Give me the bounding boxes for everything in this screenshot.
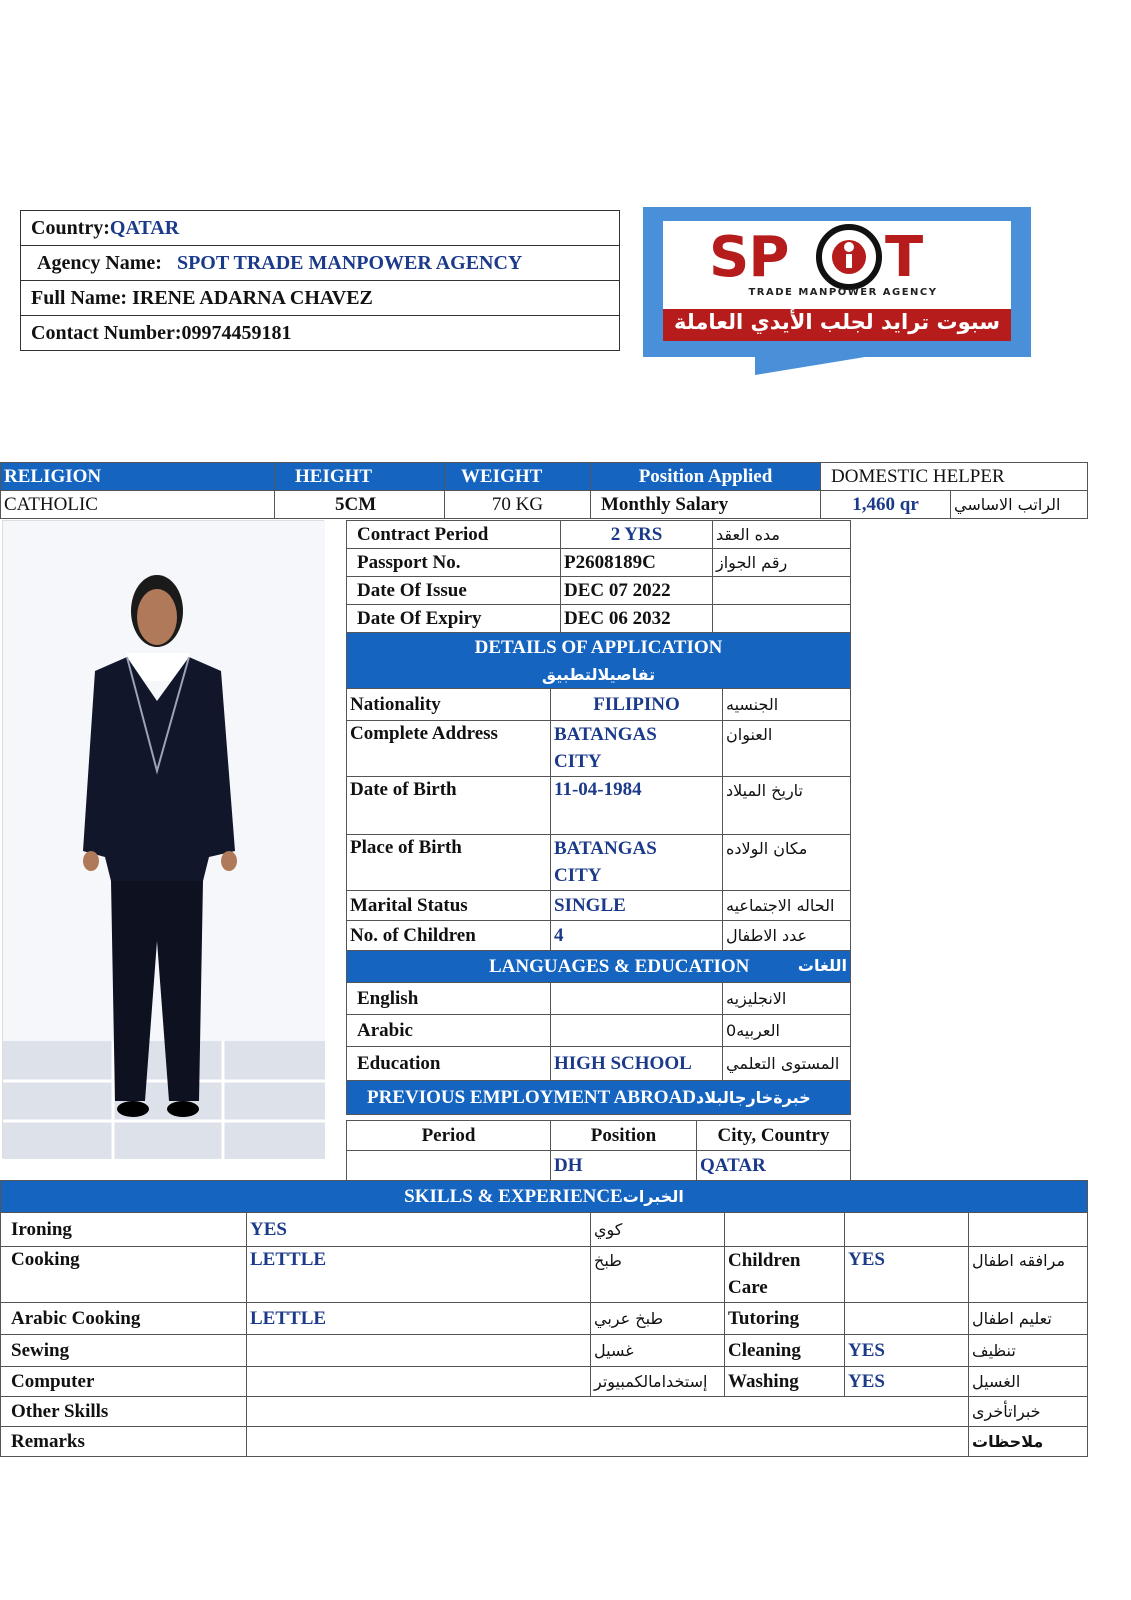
header-info-box bbox=[20, 210, 620, 351]
employment-title-arabic: خبرةخارجالبلاد bbox=[696, 1087, 811, 1107]
full-name: Full Name: IRENE ADARNA CHAVEZ bbox=[31, 286, 373, 309]
contract-row bbox=[347, 577, 851, 605]
height-value: 5CM bbox=[275, 491, 445, 519]
skill-row bbox=[1, 1303, 1088, 1335]
skill2-value: YES bbox=[845, 1367, 969, 1397]
agency-logo bbox=[643, 207, 1031, 379]
employment-row bbox=[347, 1151, 851, 1181]
dob-arabic: تاريخ الميلاد bbox=[723, 777, 851, 835]
issue-date-arabic bbox=[713, 577, 851, 605]
details-row bbox=[347, 921, 851, 951]
skill2-value: YES bbox=[845, 1335, 969, 1367]
expiry-date-label: Date Of Expiry bbox=[347, 605, 561, 633]
address-value bbox=[551, 721, 723, 777]
contact-number: Contact Number:09974459181 bbox=[31, 321, 292, 344]
address-line-1: BATANGAS bbox=[554, 724, 657, 745]
skill-arabic: كوي bbox=[591, 1213, 725, 1247]
skill2-arabic: تنظيف bbox=[969, 1335, 1088, 1367]
details-row bbox=[347, 721, 851, 777]
skill-label: Cooking bbox=[1, 1247, 247, 1303]
skill2-label: Cleaning bbox=[725, 1335, 845, 1367]
children-label: No. of Children bbox=[347, 921, 551, 951]
passport-arabic: رقم الجواز bbox=[713, 549, 851, 577]
languages-title: LANGUAGES & EDUCATION bbox=[489, 955, 750, 977]
employment-country-value: QATAR bbox=[697, 1151, 851, 1181]
weight-value: 70 KG bbox=[445, 491, 591, 519]
arabic-arabic: العربيه0 bbox=[723, 1015, 851, 1047]
employment-title-cell bbox=[347, 1081, 851, 1115]
skill-arabic: طبخ عربي bbox=[591, 1303, 725, 1335]
address-arabic: العنوان bbox=[723, 721, 851, 777]
skill2-arabic: مرافقه اطفال bbox=[969, 1247, 1088, 1303]
skill-row bbox=[1, 1213, 1088, 1247]
religion-value: CATHOLIC bbox=[1, 491, 275, 519]
education-label: Education bbox=[347, 1047, 551, 1081]
employment-period-value bbox=[347, 1151, 551, 1181]
details-row bbox=[347, 689, 851, 721]
contract-row bbox=[347, 549, 851, 577]
logo-brand-end: T bbox=[885, 225, 924, 290]
country-row bbox=[21, 211, 619, 246]
skill2-arabic: الغسيل bbox=[969, 1367, 1088, 1397]
position-header: Position Applied bbox=[591, 463, 821, 491]
employment-title: PREVIOUS EMPLOYMENT ABROAD bbox=[367, 1086, 697, 1108]
passport-value: P2608189C bbox=[561, 549, 713, 577]
arabic-label: Arabic bbox=[347, 1015, 551, 1047]
remarks-row bbox=[1, 1427, 1088, 1457]
contract-period-value: 2 YRS bbox=[561, 521, 713, 549]
languages-title-cell bbox=[347, 951, 851, 983]
other-skills-row bbox=[1, 1397, 1088, 1427]
other-skills-value bbox=[247, 1397, 969, 1427]
skill2-value: YES bbox=[845, 1247, 969, 1303]
skill-label: Computer bbox=[1, 1367, 247, 1397]
expiry-date-arabic bbox=[713, 605, 851, 633]
english-value bbox=[551, 983, 723, 1015]
skills-title-arabic: الخبرات bbox=[622, 1186, 684, 1206]
skill-row bbox=[1, 1335, 1088, 1367]
language-row bbox=[347, 1047, 851, 1081]
skill2-value bbox=[845, 1303, 969, 1335]
pob-value bbox=[551, 835, 723, 891]
skill2-arabic bbox=[969, 1213, 1088, 1247]
issue-date-label: Date Of Issue bbox=[347, 577, 561, 605]
logo-arabic: سبوت ترايد لجلب الأيدي العاملة bbox=[674, 310, 1000, 334]
skill-row bbox=[1, 1247, 1088, 1303]
details-row bbox=[347, 835, 851, 891]
education-arabic: المستوى التعلمي bbox=[723, 1047, 851, 1081]
fullname-row bbox=[21, 281, 619, 316]
address-label: Complete Address bbox=[347, 721, 551, 777]
position-value: DOMESTIC HELPER bbox=[821, 463, 1088, 491]
marital-label: Marital Status bbox=[347, 891, 551, 921]
agency-value: SPOT TRADE MANPOWER AGENCY bbox=[176, 251, 523, 274]
employment-period-header: Period bbox=[347, 1121, 551, 1151]
other-skills-label: Other Skills bbox=[1, 1397, 247, 1427]
agency-row bbox=[21, 246, 619, 281]
children-care-line-1: Children bbox=[728, 1250, 801, 1271]
skill2-label bbox=[725, 1213, 845, 1247]
address-line-2: CITY bbox=[554, 751, 602, 772]
contact-row bbox=[21, 316, 619, 350]
english-label: English bbox=[347, 983, 551, 1015]
skill-value bbox=[247, 1367, 591, 1397]
country-label: Country: bbox=[31, 216, 110, 239]
salary-arabic: الراتب الاساسي bbox=[951, 491, 1088, 519]
children-arabic: عدد الاطفال bbox=[723, 921, 851, 951]
marital-value: SINGLE bbox=[551, 891, 723, 921]
summary-table bbox=[0, 462, 1088, 519]
skill-label: Ironing bbox=[1, 1213, 247, 1247]
nationality-value: FILIPINO bbox=[551, 689, 723, 721]
skill2-label: Washing bbox=[725, 1367, 845, 1397]
employment-table bbox=[346, 1120, 851, 1181]
religion-header: RELIGION bbox=[1, 463, 275, 491]
employment-country-header: City, Country bbox=[697, 1121, 851, 1151]
arabic-value bbox=[551, 1015, 723, 1047]
skills-title: SKILLS & EXPERIENCE bbox=[404, 1185, 623, 1207]
salary-label: Monthly Salary bbox=[591, 491, 821, 519]
logo-brand: SP bbox=[709, 225, 789, 290]
other-skills-arabic: خبراتأخرى bbox=[969, 1397, 1088, 1427]
pob-line-2: CITY bbox=[554, 865, 602, 886]
remarks-arabic: ملاحظات bbox=[969, 1427, 1088, 1457]
agency-label: Agency Name: bbox=[37, 251, 162, 274]
skill-label: Arabic Cooking bbox=[1, 1303, 247, 1335]
details-row bbox=[347, 777, 851, 835]
expiry-date-value: DEC 06 2032 bbox=[561, 605, 713, 633]
contract-period-label: Contract Period bbox=[347, 521, 561, 549]
skill-arabic: طبخ bbox=[591, 1247, 725, 1303]
skill-label: Sewing bbox=[1, 1335, 247, 1367]
salary-value: 1,460 qr bbox=[821, 491, 951, 519]
remarks-value bbox=[247, 1427, 969, 1457]
skills-title-cell bbox=[1, 1181, 1088, 1213]
skill2-value bbox=[845, 1213, 969, 1247]
skill2-arabic: تعليم اطفال bbox=[969, 1303, 1088, 1335]
person-figure-icon bbox=[3, 521, 325, 1159]
employment-position-value: DH bbox=[551, 1151, 697, 1181]
country-value: QATAR bbox=[109, 216, 180, 239]
contract-row bbox=[347, 605, 851, 633]
dob-label: Date of Birth bbox=[347, 777, 551, 835]
details-title: DETAILS OF APPLICATION bbox=[474, 636, 723, 658]
details-title-cell bbox=[347, 633, 851, 689]
details-row bbox=[347, 891, 851, 921]
skill-arabic: غسيل bbox=[591, 1335, 725, 1367]
height-header: HEIGHT bbox=[275, 463, 445, 491]
nationality-arabic: الجنسيه bbox=[723, 689, 851, 721]
skill-value: LETTLE bbox=[247, 1247, 591, 1303]
pob-arabic: مكان الولاده bbox=[723, 835, 851, 891]
weight-header: WEIGHT bbox=[445, 463, 591, 491]
details-table bbox=[346, 632, 851, 1115]
children-value: 4 bbox=[551, 921, 723, 951]
english-arabic: الانجليزيه bbox=[723, 983, 851, 1015]
employment-position-header: Position bbox=[551, 1121, 697, 1151]
passport-label: Passport No. bbox=[347, 549, 561, 577]
details-title-arabic: تفاصيلالتطبيق bbox=[541, 664, 656, 684]
pob-line-1: BATANGAS bbox=[554, 838, 657, 859]
skill-row bbox=[1, 1367, 1088, 1397]
issue-date-value: DEC 07 2022 bbox=[561, 577, 713, 605]
skill-value: YES bbox=[247, 1213, 591, 1247]
children-care-line-2: Care bbox=[728, 1277, 768, 1298]
language-row bbox=[347, 1015, 851, 1047]
contract-period-arabic: مده العقد bbox=[713, 521, 851, 549]
education-value: HIGH SCHOOL bbox=[551, 1047, 723, 1081]
remarks-label: Remarks bbox=[1, 1427, 247, 1457]
skill2-label bbox=[725, 1247, 845, 1303]
skill-arabic: إستخدامالكمبيوتر bbox=[591, 1367, 725, 1397]
dob-value: 11-04-1984 bbox=[551, 777, 723, 835]
applicant-photo bbox=[2, 520, 324, 1158]
skill-value: LETTLE bbox=[247, 1303, 591, 1335]
skill2-label: Tutoring bbox=[725, 1303, 845, 1335]
contract-row bbox=[347, 521, 851, 549]
contract-table bbox=[346, 520, 851, 633]
logo-subtitle: TRADE MANPOWER AGENCY bbox=[748, 287, 938, 298]
marital-arabic: الحاله الاجتماعيه bbox=[723, 891, 851, 921]
language-row bbox=[347, 983, 851, 1015]
pob-label: Place of Birth bbox=[347, 835, 551, 891]
skill-value bbox=[247, 1335, 591, 1367]
skills-table bbox=[0, 1180, 1088, 1457]
nationality-label: Nationality bbox=[347, 689, 551, 721]
languages-title-arabic: اللغات bbox=[797, 955, 847, 975]
